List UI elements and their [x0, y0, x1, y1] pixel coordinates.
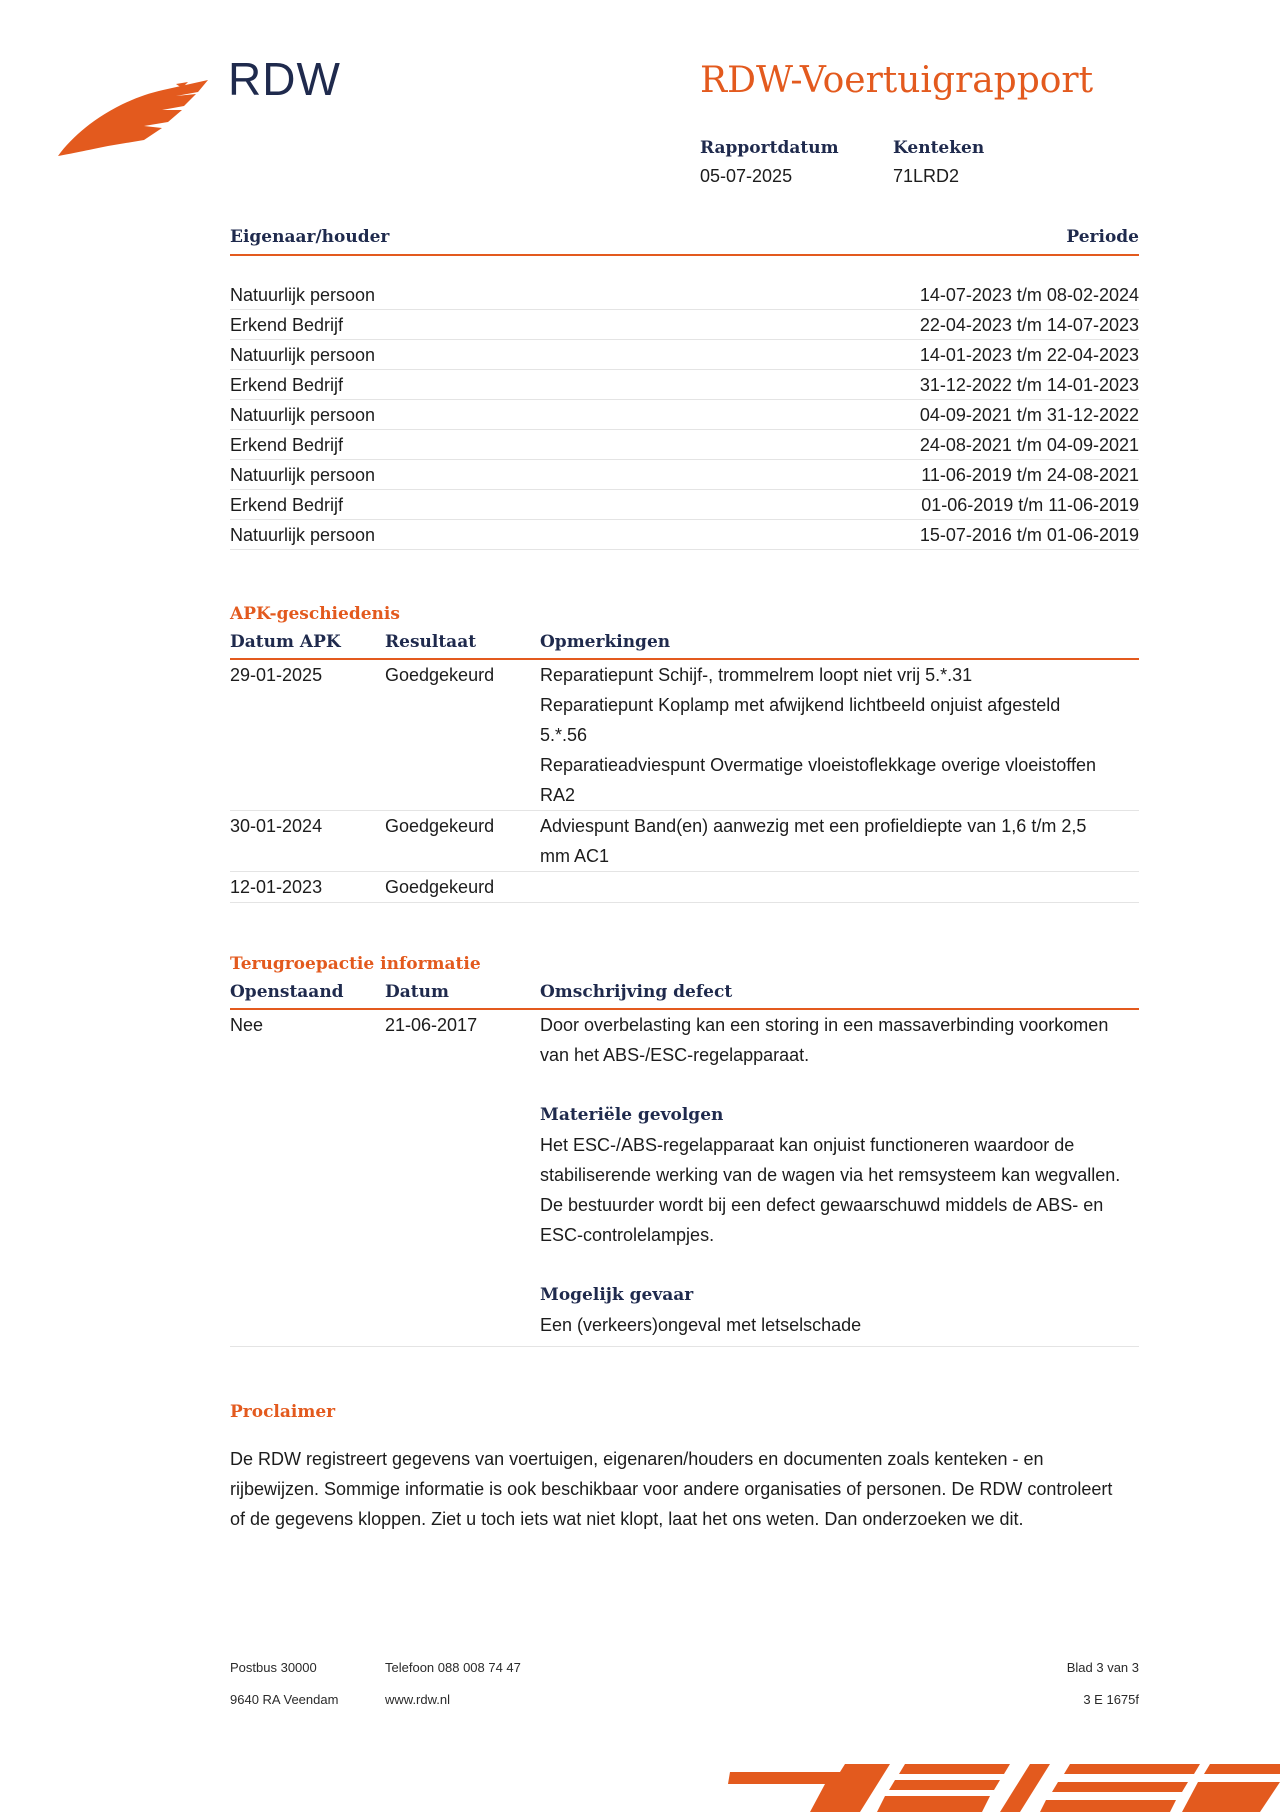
- owner-period: 14-07-2023 t/m 08-02-2024: [919, 285, 1139, 305]
- recall-title: Terugroepactie informatie: [230, 954, 481, 974]
- owner-row: [230, 520, 1139, 550]
- apk-result-column-header: Resultaat: [385, 632, 477, 652]
- plate-value: 71LRD2: [893, 166, 960, 186]
- apk-result: Goedgekeurd: [385, 816, 495, 836]
- consequences-text: Het ESC-/ABS-regelapparaat kan onjuist functioneren waardoor de stabiliserende werking van de wagen via het remsysteem kan wegvallen. De bestuurder wordt bij een defect gewaarschuwd middels de ABS- en ESC-controlelampjes.: [540, 1135, 1121, 1245]
- owner-row: [230, 460, 1139, 490]
- owner-row: [230, 490, 1139, 520]
- owner-type: Natuurlijk persoon: [230, 345, 376, 365]
- owner-period: 15-07-2016 t/m 01-06-2019: [919, 525, 1139, 545]
- owner-row: [230, 310, 1139, 340]
- footer-code: 3 E 1675f: [1083, 1692, 1139, 1707]
- owner-type: Natuurlijk persoon: [230, 405, 376, 425]
- owner-period: 24-08-2021 t/m 04-09-2021: [919, 435, 1139, 455]
- proclaimer-section: [230, 1398, 1139, 1534]
- owner-period: 11-06-2019 t/m 24-08-2021: [921, 465, 1139, 485]
- footer-phone: Telefoon 088 008 74 47: [385, 1660, 521, 1675]
- danger-label: Mogelijk gevaar: [540, 1285, 694, 1305]
- owner-row: [230, 430, 1139, 460]
- owner-type: Natuurlijk persoon: [230, 285, 376, 305]
- apk-rows: [230, 660, 1139, 903]
- brand-name: RDW: [228, 53, 341, 105]
- owner-row: [230, 370, 1139, 400]
- recall-open-column-header: Openstaand: [230, 982, 344, 1002]
- owner-period: 31-12-2022 t/m 14-01-2023: [919, 375, 1139, 395]
- owner-period: 04-09-2021 t/m 31-12-2022: [919, 405, 1139, 425]
- owner-rows: [230, 280, 1139, 550]
- plate-block: [893, 138, 984, 187]
- apk-result: Goedgekeurd: [385, 877, 495, 897]
- owner-type: Erkend Bedrijf: [230, 375, 344, 395]
- owner-period: 22-04-2023 t/m 14-07-2023: [919, 315, 1139, 335]
- apk-date-column-header: Datum APK: [230, 632, 341, 652]
- report-date-block: [700, 138, 839, 187]
- recall-header-row: [230, 978, 1139, 1010]
- apk-notes-column-header: Opmerkingen: [540, 632, 671, 652]
- apk-note: Reparatiepunt Koplamp met afwijkend lichtbeeld onjuist afgesteld 5.*.56: [540, 695, 1061, 745]
- owner-type: Erkend Bedrijf: [230, 435, 344, 455]
- apk-notes: [540, 872, 1100, 902]
- apk-date: 12-01-2023: [230, 877, 323, 897]
- rdw-logo-icon: [58, 78, 208, 160]
- owner-row: [230, 280, 1139, 310]
- recall-desc-column-header: Omschrijving defect: [540, 982, 733, 1002]
- apk-section: [230, 600, 1139, 903]
- owner-type: Natuurlijk persoon: [230, 465, 376, 485]
- owner-type: Natuurlijk persoon: [230, 525, 376, 545]
- recall-date-value: 21-06-2017: [385, 1015, 478, 1035]
- apk-note: Reparatieadviespunt Overmatige vloeistoflekkage overige vloeistoffen RA2: [540, 755, 1096, 805]
- proclaimer-title: Proclaimer: [230, 1402, 336, 1422]
- recall-description: Door overbelasting kan een storing in een massaverbinding voorkomen van het ABS-/ESC-regelapparaat.: [540, 1015, 1109, 1065]
- apk-row: [230, 811, 1139, 872]
- owners-table: [230, 224, 1139, 550]
- report-title: RDW-Voertuigrapport: [700, 60, 1094, 101]
- apk-notes: [540, 660, 1100, 810]
- owner-column-header: Eigenaar/houder: [230, 227, 390, 247]
- owner-row: [230, 400, 1139, 430]
- owner-row: [230, 340, 1139, 370]
- apk-date: 30-01-2024: [230, 816, 323, 836]
- period-column-header: Periode: [1066, 227, 1139, 247]
- footer-po-box: Postbus 30000: [230, 1660, 317, 1675]
- apk-result: Goedgekeurd: [385, 665, 495, 685]
- recall-date-column-header: Datum: [385, 982, 449, 1002]
- apk-title: APK-geschiedenis: [230, 604, 400, 624]
- owner-period: 14-01-2023 t/m 22-04-2023: [919, 345, 1139, 365]
- report-date-label: Rapportdatum: [700, 138, 839, 158]
- apk-header-row: [230, 628, 1139, 660]
- decorative-stripes-icon: [720, 1742, 1280, 1812]
- owners-header-row: [230, 224, 1139, 256]
- proclaimer-text: De RDW registreert gegevens van voertuigen, eigenaren/houders en documenten zoals kenteken - en rijbewijzen. Sommige informatie is ook beschikbaar voor andere organisaties of personen. De RDW controleert of de gegevens kloppen. Ziet u toch iets wat niet klopt, laat het ons weten. Dan onderzoeken we dit.: [230, 1449, 1113, 1529]
- recall-row: [230, 1010, 1139, 1347]
- apk-note: Reparatiepunt Schijf-, trommelrem loopt niet vrij 5.*.31: [540, 665, 973, 685]
- apk-row: [230, 872, 1139, 903]
- owner-type: Erkend Bedrijf: [230, 315, 344, 335]
- recall-open-value: Nee: [230, 1015, 264, 1035]
- apk-date: 29-01-2025: [230, 665, 323, 685]
- apk-row: [230, 660, 1139, 811]
- footer-city: 9640 RA Veendam: [230, 1692, 339, 1707]
- footer-page-number: Blad 3 van 3: [1066, 1660, 1139, 1675]
- footer-website[interactable]: www.rdw.nl: [385, 1692, 451, 1707]
- apk-notes: [540, 811, 1100, 871]
- recall-section: [230, 950, 1139, 1347]
- owner-type: Erkend Bedrijf: [230, 495, 344, 515]
- report-date-value: 05-07-2025: [700, 166, 793, 186]
- consequences-label: Materiële gevolgen: [540, 1105, 724, 1125]
- plate-label: Kenteken: [893, 138, 985, 158]
- recall-details: [540, 1010, 1130, 1340]
- apk-note: Adviespunt Band(en) aanwezig met een profieldiepte van 1,6 t/m 2,5 mm AC1: [540, 816, 1087, 866]
- owner-period: 01-06-2019 t/m 11-06-2019: [921, 495, 1139, 515]
- danger-text: Een (verkeers)ongeval met letselschade: [540, 1315, 862, 1335]
